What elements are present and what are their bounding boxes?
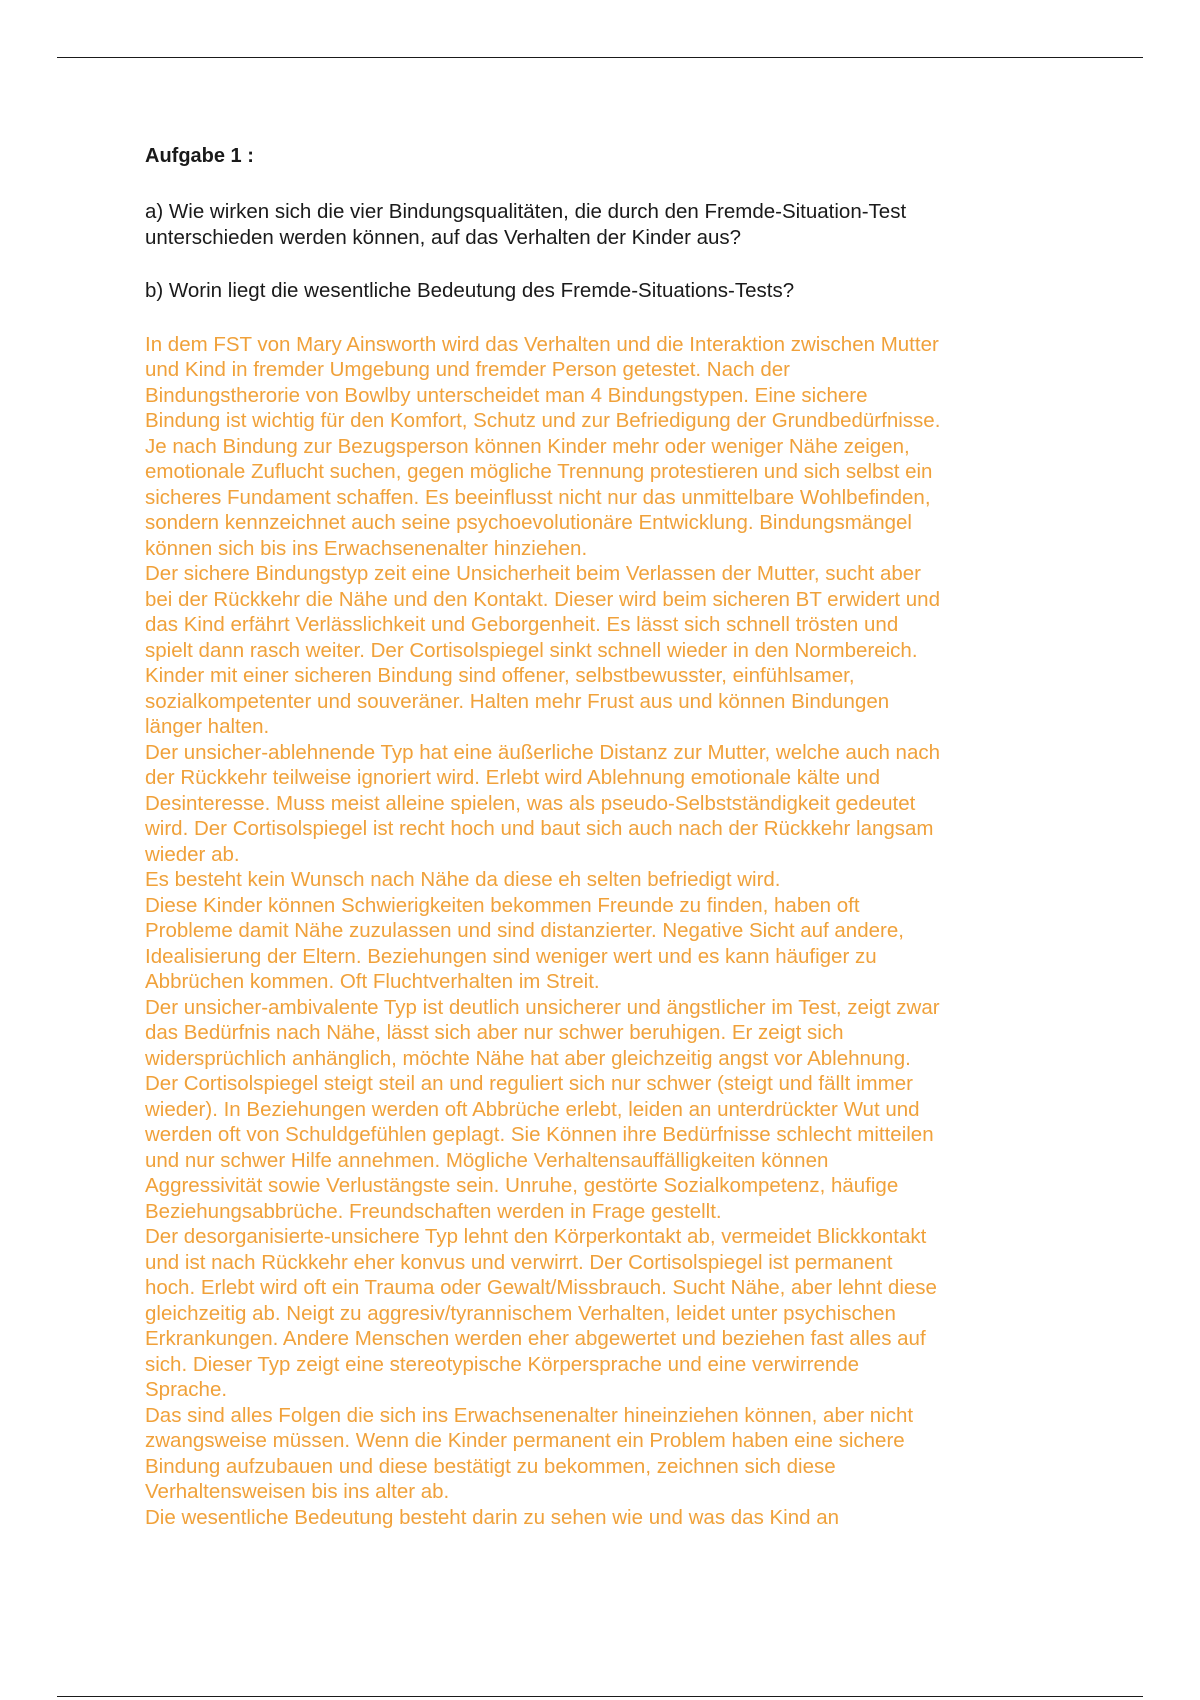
answer-line: Erkrankungen. Andere Menschen werden eher abgewertet und beziehen fast alles auf xyxy=(145,1327,926,1350)
answer-line: hoch. Erlebt wird oft ein Trauma oder Gewalt/Missbrauch. Sucht Nähe, aber lehnt diese xyxy=(145,1276,937,1299)
answer-line: Das sind alles Folgen die sich ins Erwachsenenalter hineinziehen können, aber nicht xyxy=(145,1403,914,1427)
answer-line: Abbrüchen kommen. Oft Fluchtverhalten im Streit. xyxy=(145,970,600,993)
answer-line: Die wesentliche Bedeutung besteht darin zu sehen wie und was das Kind an xyxy=(145,1505,840,1529)
answer-line: werden oft von Schuldgefühlen geplagt. Sie Können ihre Bedürfnisse schlecht mitteilen xyxy=(145,1123,934,1146)
question-a-line: unterschieden werden können, auf das Verhalten der Kinder aus? xyxy=(145,225,742,249)
answer-line: bei der Rückkehr die Nähe und den Kontakt. Dieser wird beim sicheren BT erwidert und xyxy=(145,587,940,611)
answer-line: und ist nach Rückkehr eher konvus und verwirrt. Der Cortisolspiegel ist permanent xyxy=(145,1250,893,1274)
question-b: b) Worin liegt die wesentliche Bedeutung des Fremde-Situations-Tests? xyxy=(145,279,795,302)
answer-line: der Rückkehr teilweise ignoriert wird. Erlebt wird Ablehnung emotionale kälte und xyxy=(145,766,880,789)
question-a xyxy=(145,199,1045,250)
answer-line: Der unsicher-ablehnende Typ hat eine äußerliche Distanz zur Mutter, welche auch nach xyxy=(145,740,941,764)
answer-line: Kinder mit einer sicheren Bindung sind offener, selbstbewusster, einfühlsamer, xyxy=(145,664,855,687)
answer-line: Bindung ist wichtig für den Komfort, Schutz und zur Befriedigung der Grundbedürfnisse. xyxy=(145,409,941,432)
answer-line: Der Cortisolspiegel steigt steil an und reguliert sich nur schwer (steigt und fällt immer xyxy=(145,1072,913,1095)
answer-line: gleichzeitig ab. Neigt zu aggresiv/tyrannischem Verhalten, leidet unter psychischen xyxy=(145,1301,896,1325)
answer-line: und nur schwer Hilfe annehmen. Mögliche Verhaltensauffälligkeiten können xyxy=(145,1148,829,1172)
answer-line: länger halten. xyxy=(145,715,270,738)
answer-line: Der unsicher-ambivalente Typ ist deutlich unsicherer und ängstlicher im Test, zeigt zwar xyxy=(145,995,940,1019)
answer-line: sich. Dieser Typ zeigt eine stereotypische Körpersprache und eine verwirrende xyxy=(145,1352,860,1376)
answer-line: Sprache. xyxy=(145,1378,228,1401)
answer-line: Der desorganisierte-unsichere Typ lehnt den Körperkontakt ab, vermeidet Blickkontakt xyxy=(145,1225,927,1248)
answer-line: sozialkompetenter und souveräner. Halten mehr Frust aus und können Bindungen xyxy=(145,689,890,713)
answer-line: Bindungstherorie von Bowlby unterscheidet man 4 Bindungstypen. Eine sichere xyxy=(145,383,868,407)
answer-line: Beziehungsabbrüche. Freundschaften werden in Frage gestellt. xyxy=(145,1199,722,1223)
answer-line: sicheres Fundament schaffen. Es beeinflusst nicht nur das unmittelbare Wohlbefinden, xyxy=(145,485,931,509)
answer-line: zwangsweise müssen. Wenn die Kinder permanent ein Problem haben eine sichere xyxy=(145,1429,905,1452)
answer-line: spielt dann rasch weiter. Der Cortisolspiegel sinkt schnell wieder in den Normbereich. xyxy=(145,638,918,662)
top-rule xyxy=(57,57,1143,58)
answer-line: Es besteht kein Wunsch nach Nähe da diese eh selten befriedigt wird. xyxy=(145,868,781,891)
answer-line: widersprüchlich anhänglich, möchte Nähe hat aber gleichzeitig angst vor Ablehnung. xyxy=(145,1046,911,1070)
answer-line: und Kind in fremder Umgebung und fremder Person getestet. Nach der xyxy=(145,358,790,381)
answer-line: wird. Der Cortisolspiegel ist recht hoch und baut sich auch nach der Rückkehr langsam xyxy=(145,817,934,840)
answer-line: wieder). In Beziehungen werden oft Abbrüche erlebt, leiden an unterdrückter Wut und xyxy=(145,1097,920,1121)
task-heading: Aufgabe 1 : xyxy=(145,145,254,167)
answer-line: können sich bis ins Erwachsenenalter hinziehen. xyxy=(145,536,588,560)
answer-line: Aggressivität sowie Verlustängste sein. Unruhe, gestörte Sozialkompetenz, häufige xyxy=(145,1174,899,1197)
answer-line: das Bedürfnis nach Nähe, lässt sich aber nur schwer beruhigen. Er zeigt sich xyxy=(145,1021,844,1044)
answer-line: sondern kennzeichnet auch seine psychoevolutionäre Entwicklung. Bindungsmängel xyxy=(145,511,912,534)
answer-text xyxy=(145,332,1045,1531)
bottom-rule xyxy=(57,1696,1143,1697)
answer-line: emotionale Zuflucht suchen, gegen mögliche Trennung protestieren und sich selbst ein xyxy=(145,460,933,483)
answer-line: Diese Kinder können Schwierigkeiten bekommen Freunde zu finden, haben oft xyxy=(145,893,860,917)
answer-line: Idealisierung der Eltern. Beziehungen sind weniger wert und es kann häufiger zu xyxy=(145,944,877,968)
answer-line: Verhaltensweisen bis ins alter ab. xyxy=(145,1480,450,1503)
answer-line: In dem FST von Mary Ainsworth wird das Verhalten und die Interaktion zwischen Mutter xyxy=(145,332,939,356)
answer-line: wieder ab. xyxy=(145,842,240,866)
answer-line: Der sichere Bindungstyp zeit eine Unsicherheit beim Verlassen der Mutter, sucht aber xyxy=(145,562,921,585)
answer-line: Bindung aufzubauen und diese bestätigt zu bekommen, zeichnen sich diese xyxy=(145,1454,836,1478)
answer-line: Desinteresse. Muss meist alleine spielen, was als pseudo-Selbstständigkeit gedeutet xyxy=(145,791,916,815)
answer-line: Je nach Bindung zur Bezugsperson können Kinder mehr oder weniger Nähe zeigen, xyxy=(145,434,910,458)
answer-line: Probleme damit Nähe zuzulassen und sind distanzierter. Negative Sicht auf andere, xyxy=(145,919,904,942)
document-body xyxy=(145,143,1045,1530)
question-a-line: a) Wie wirken sich die vier Bindungsqualitäten, die durch den Fremde-Situation-Test xyxy=(145,200,907,223)
answer-line: das Kind erfährt Verlässlichkeit und Geborgenheit. Es lässt sich schnell trösten und xyxy=(145,613,899,636)
